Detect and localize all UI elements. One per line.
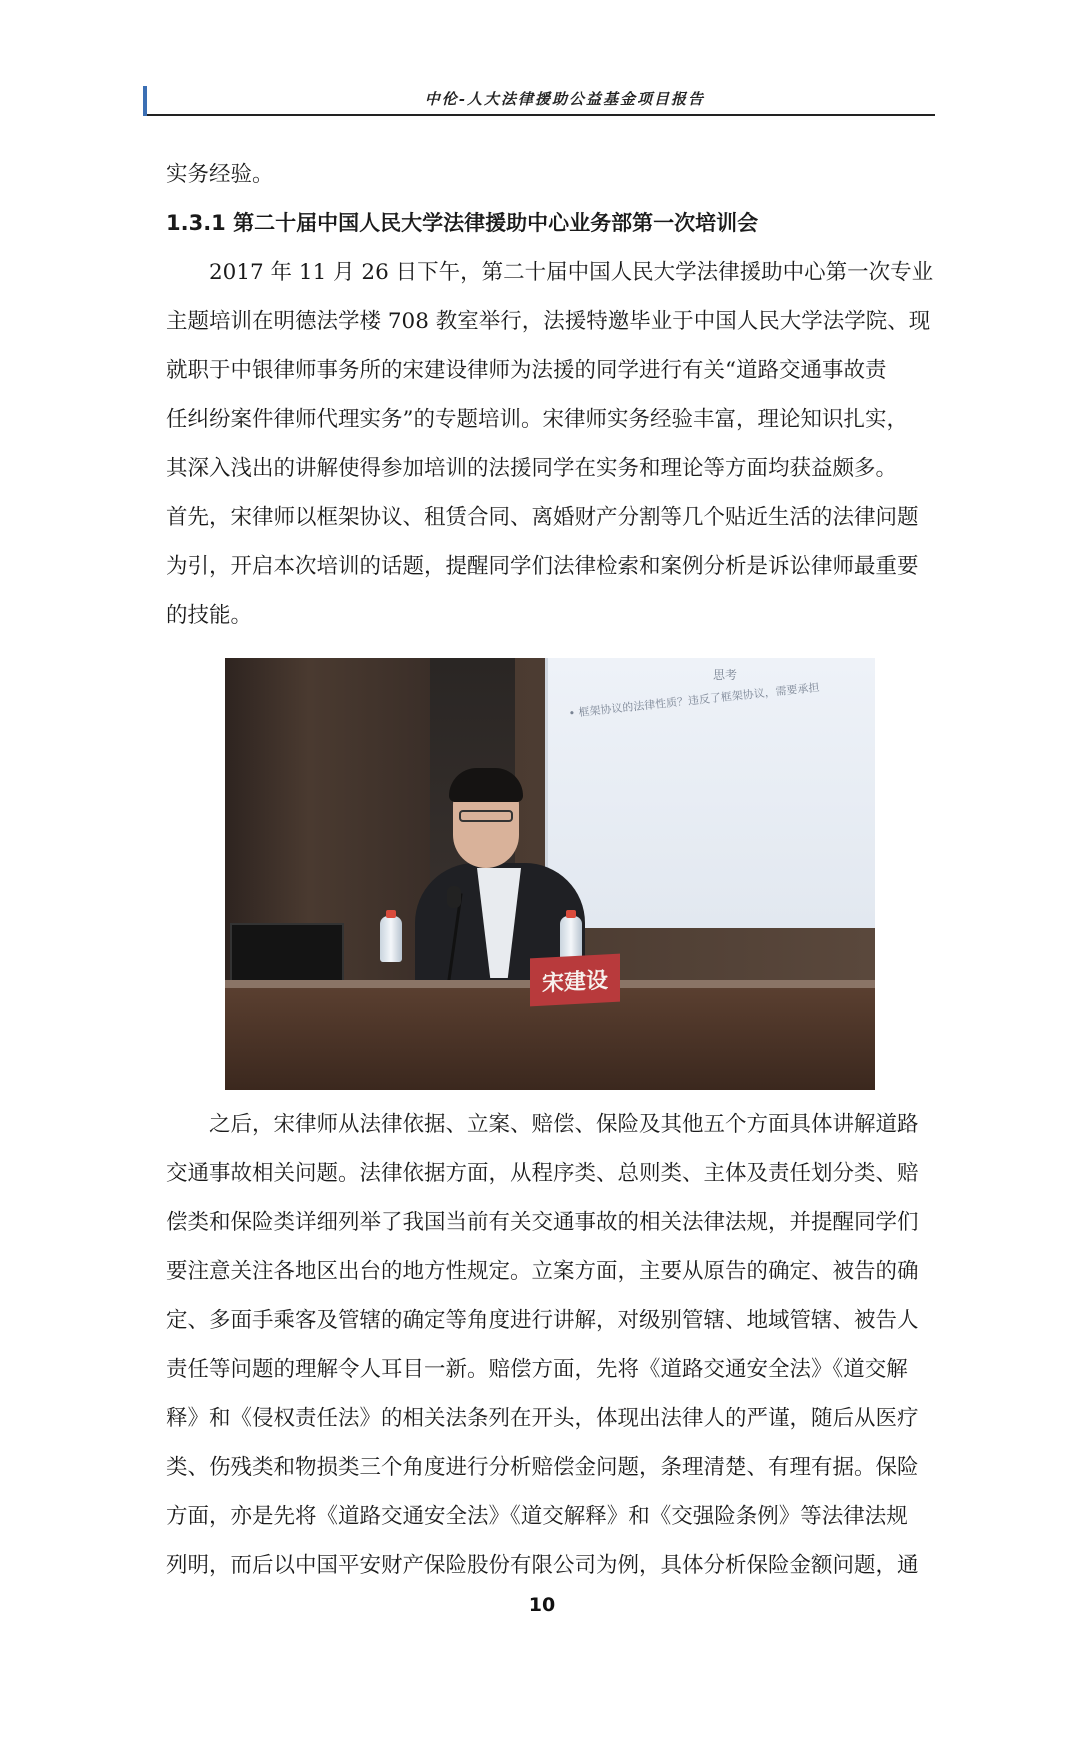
water-bottle bbox=[380, 916, 402, 962]
page-number: 10 bbox=[528, 1594, 556, 1616]
paragraph-line: 偿类和保险类详细列举了我国当前有关交通事故的相关法律法规，并提醒同学们 bbox=[166, 1210, 919, 1235]
paragraph-line: 首先，宋律师以框架协议、租赁合同、离婚财产分割等几个贴近生活的法律问题 bbox=[166, 505, 919, 530]
lead-text: 实务经验。 bbox=[166, 162, 274, 187]
nameplate: 宋建设 bbox=[530, 954, 620, 1007]
paragraph-line: 之后，宋律师从法律依据、立案、赔偿、保险及其他五个方面具体讲解道路 bbox=[209, 1112, 919, 1137]
paragraph-line: 要注意关注各地区出台的地方性规定。立案方面，主要从原告的确定、被告的确 bbox=[166, 1259, 919, 1284]
section-heading: 1.3.1 第二十届中国人民大学法律援助中心业务部第一次培训会 bbox=[166, 211, 759, 235]
page-header bbox=[143, 82, 935, 116]
lecture-photo bbox=[225, 658, 875, 1090]
glasses bbox=[459, 810, 513, 822]
paragraph-line: 责任等问题的理解令人耳目一新。赔偿方面，先将《道路交通安全法》《道交解 bbox=[166, 1357, 908, 1382]
paragraph-line: 类、伤残类和物损类三个角度进行分析赔偿金问题，条理清楚、有理有据。保险 bbox=[166, 1455, 919, 1480]
paragraph-line: 定、多面手乘客及管辖的确定等角度进行讲解，对级别管辖、地域管辖、被告人 bbox=[166, 1308, 919, 1333]
paragraph-line: 2017 年 11 月 26 日下午，第二十届中国人民大学法律援助中心第一次专业 bbox=[209, 260, 934, 285]
paragraph-line: 交通事故相关问题。法律依据方面，从程序类、总则类、主体及责任划分类、赔 bbox=[166, 1161, 919, 1186]
header-title: 中伦-人大法律援助公益基金项目报告 bbox=[424, 90, 705, 108]
bottle-cap bbox=[386, 910, 396, 918]
projection-screen bbox=[545, 658, 875, 928]
speaker-hair bbox=[449, 768, 523, 802]
paragraph-line: 的技能。 bbox=[166, 603, 253, 628]
page-content-continued bbox=[166, 1100, 936, 1590]
slide-text: • 框架协议的法律性质？违反了框架协议，需要承担 bbox=[568, 680, 821, 721]
paragraph-line: 主题培训在明德法学楼 708 教室举行，法援特邀毕业于中国人民大学法学院、现 bbox=[166, 309, 931, 334]
slide-title: 思考 bbox=[713, 668, 738, 682]
paragraph-line: 其深入浅出的讲解使得参加培训的法援同学在实务和理论等方面均获益颇多。 bbox=[166, 456, 898, 481]
microphone-icon bbox=[447, 886, 461, 908]
paragraph-line: 为引，开启本次培训的话题，提醒同学们法律检索和案例分析是诉讼律师最重要 bbox=[166, 554, 919, 579]
header-accent-bar bbox=[143, 86, 147, 116]
page-content bbox=[166, 150, 936, 640]
paragraph-line: 列明，而后以中国平安财产保险股份有限公司为例，具体分析保险金额问题，通 bbox=[166, 1553, 919, 1578]
header-rule bbox=[147, 114, 935, 116]
paragraph-line: 方面，亦是先将《道路交通安全法》《道交解释》和《交强险条例》等法律法规 bbox=[166, 1504, 908, 1529]
paragraph-line: 释》和《侵权责任法》的相关法条列在开头，体现出法律人的严谨，随后从医疗 bbox=[166, 1406, 919, 1431]
bottle-cap bbox=[566, 910, 576, 918]
paragraph-line: 就职于中银律师事务所的宋建设律师为法援的同学进行有关“道路交通事故责 bbox=[166, 358, 887, 383]
paragraph-line: 任纠纷案件律师代理实务”的专题培训。宋律师实务经验丰富，理论知识扎实， bbox=[166, 407, 908, 432]
